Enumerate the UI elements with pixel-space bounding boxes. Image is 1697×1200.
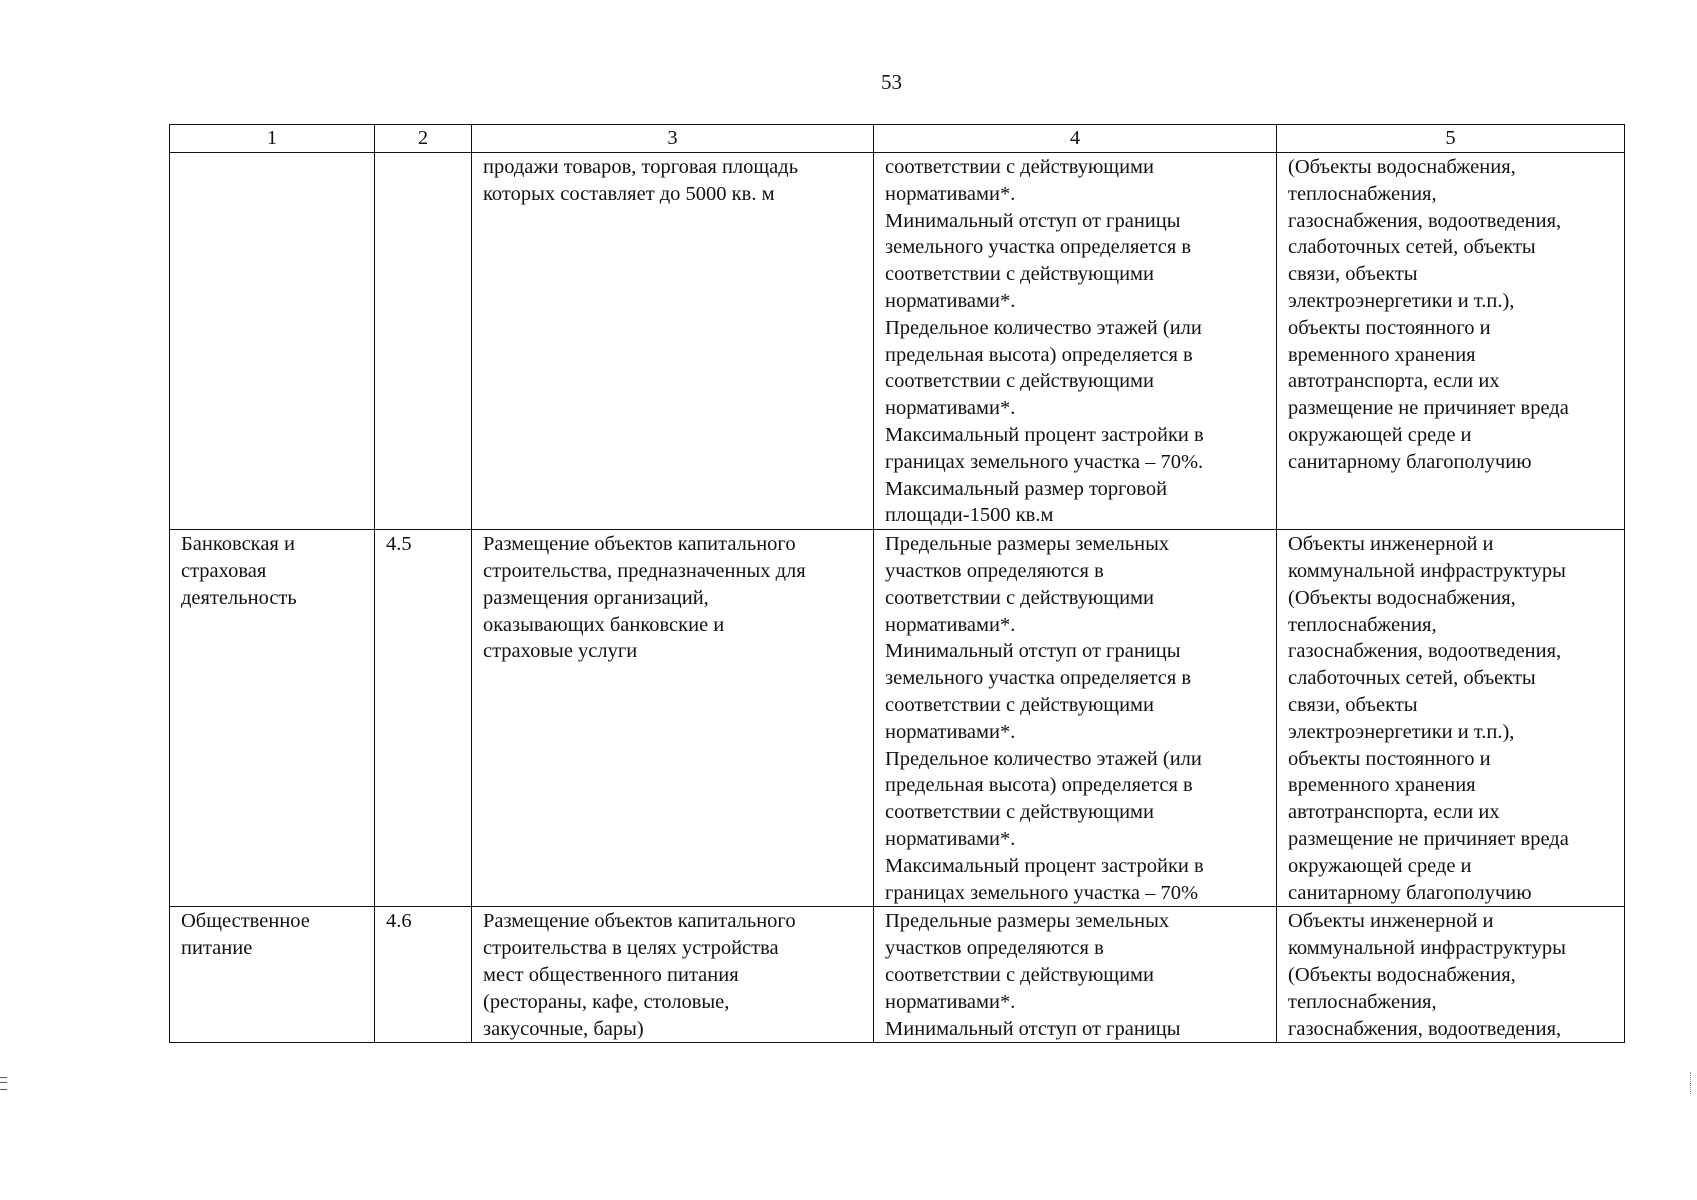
cell-text-line: окружающей среде и [1288,854,1472,877]
cell-text-line: границах земельного участка – 70% [885,881,1199,904]
cell-text-line: 4.6 [386,910,412,933]
cell-text-line: нормативами*. [885,182,1016,205]
cell-text-line: Минимальный отступ от границы [885,209,1181,232]
cell-text-line: теплоснабжения, [1288,613,1437,636]
cell-text-line: газоснабжения, водоотведения, [1288,640,1562,663]
cell-text-line: Минимальный отступ от границы [885,640,1181,663]
column-header-5: 5 [1277,125,1625,153]
cell-text-line: участков определяются в [885,559,1104,582]
cell-text-line: нормативами*. [885,397,1016,420]
cell-text-line: (рестораны, кафе, столовые, [483,990,730,1013]
cell-text-line: которых составляет до 5000 кв. м [483,182,775,205]
table-cell-col-4 [874,530,1277,907]
cell-text-line: земельного участка определяется в [885,236,1192,259]
cell-text-line: автотранспорта, если их [1288,370,1500,393]
table-cell-col-5 [1277,907,1625,1043]
cell-text-line: связи, объекты [1288,263,1418,286]
table-header-row [170,125,1625,153]
cell-text-line: газоснабжения, водоотведения, [1288,1017,1562,1040]
cell-text-line: площади-1500 кв.м [885,504,1054,527]
cell-text-line: объекты постоянного и [1288,747,1491,770]
cell-text-line: соответствии с действующими [885,586,1154,609]
cell-text-line: Максимальный процент застройки в [885,854,1204,877]
cell-text-line: соответствии с действующими [885,156,1154,178]
column-header-2: 2 [375,125,472,153]
table-cell-col-3 [472,907,874,1043]
cell-text-line: земельного участка определяется в [885,667,1192,690]
cell-text-line: санитарному благополучию [1288,450,1532,473]
cell-text-line: мест общественного питания [483,963,739,986]
cell-text-line: санитарному благополучию [1288,881,1532,904]
scan-mark-right [1690,1072,1693,1094]
table-cell-col-5 [1277,530,1625,907]
cell-text-line: Общественное [181,910,310,933]
cell-text-line: строительства в целях устройства [483,937,779,960]
cell-text-line: деятельность [181,586,297,609]
cell-text-line: нормативами*. [885,990,1016,1013]
table-cell-col-2 [375,153,472,530]
cell-text-line: Предельные размеры земельных [885,910,1170,933]
cell-text-line: временного хранения [1288,343,1476,366]
cell-text-line: соответствии с действующими [885,263,1154,286]
cell-text-line: коммунальной инфраструктуры [1288,559,1566,582]
cell-text-line: коммунальной инфраструктуры [1288,937,1566,960]
cell-text-line: нормативами*. [885,289,1016,312]
cell-text-line: соответствии с действующими [885,693,1154,716]
cell-text-line: автотранспорта, если их [1288,801,1500,824]
cell-text-line: нормативами*. [885,613,1016,636]
cell-text-line: Размещение объектов капитального [483,910,796,933]
cell-text-line: газоснабжения, водоотведения, [1288,209,1562,232]
column-header-3: 3 [472,125,874,153]
table-row [170,153,1625,530]
cell-text-line: (Объекты водоснабжения, [1288,586,1516,609]
cell-text-line: Объекты инженерной и [1288,533,1494,556]
table-cell-col-2 [375,907,472,1043]
cell-text-line: нормативами*. [885,720,1016,743]
cell-text-line: теплоснабжения, [1288,182,1437,205]
table-cell-col-5 [1277,153,1625,530]
table-cell-col-4 [874,153,1277,530]
cell-text-line: предельная высота) определяется в [885,774,1193,797]
cell-text-line: Максимальный размер торговой [885,477,1168,500]
cell-text-line: теплоснабжения, [1288,990,1437,1013]
cell-text-line: соответствии с действующими [885,370,1154,393]
cell-text-line: размещения организаций, [483,586,709,609]
cell-text-line: 4.5 [386,533,412,556]
table-cell-col-1 [170,153,375,530]
cell-text-line: предельная высота) определяется в [885,343,1193,366]
table-cell-col-3 [472,530,874,907]
cell-text-line: электроэнергетики и т.п.), [1288,720,1515,743]
cell-text-line: соответствии с действующими [885,963,1154,986]
cell-text-line: Предельное количество этажей (или [885,316,1202,339]
cell-text-line: слаботочных сетей, объекты [1288,236,1536,259]
cell-text-line: электроэнергетики и т.п.), [1288,289,1515,312]
cell-text-line: продажи товаров, торговая площадь [483,156,799,178]
land-use-table [169,124,1625,1043]
cell-text-line: строительства, предназначенных для [483,559,806,582]
cell-text-line: оказывающих банковские и [483,613,725,636]
table-cell-col-2 [375,530,472,907]
cell-text-line: закусочные, бары) [483,1017,644,1040]
table-row [170,530,1625,907]
table-cell-col-1 [170,530,375,907]
table-cell-col-1 [170,907,375,1043]
cell-text-line: нормативами*. [885,827,1016,850]
cell-text-line: Размещение объектов капитального [483,533,796,556]
cell-text-line: Объекты инженерной и [1288,910,1494,933]
cell-text-line: Предельное количество этажей (или [885,747,1202,770]
table-row [170,907,1625,1043]
cell-text-line: слаботочных сетей, объекты [1288,667,1536,690]
cell-text-line: Минимальный отступ от границы [885,1017,1181,1040]
cell-text-line: Предельные размеры земельных [885,533,1170,556]
cell-text-line: (Объекты водоснабжения, [1288,963,1516,986]
scan-mark-left [0,1077,7,1090]
cell-text-line: Максимальный процент застройки в [885,423,1204,446]
table-cell-col-3 [472,153,874,530]
cell-text-line: соответствии с действующими [885,801,1154,824]
cell-text-line: размещение не причиняет вреда [1288,827,1569,850]
cell-text-line: страховые услуги [483,640,638,663]
cell-text-line: страховая [181,559,267,582]
cell-text-line: участков определяются в [885,937,1104,960]
column-header-1: 1 [170,125,375,153]
cell-text-line: объекты постоянного и [1288,316,1491,339]
cell-text-line: размещение не причиняет вреда [1288,397,1569,420]
cell-text-line: (Объекты водоснабжения, [1288,156,1516,178]
cell-text-line: окружающей среде и [1288,423,1472,446]
page-number: 53 [881,70,902,94]
cell-text-line: питание [181,937,253,960]
table-cell-col-4 [874,907,1277,1043]
cell-text-line: связи, объекты [1288,693,1418,716]
cell-text-line: временного хранения [1288,774,1476,797]
cell-text-line: Банковская и [181,533,295,556]
column-header-4: 4 [874,125,1277,153]
cell-text-line: границах земельного участка – 70%. [885,450,1204,473]
